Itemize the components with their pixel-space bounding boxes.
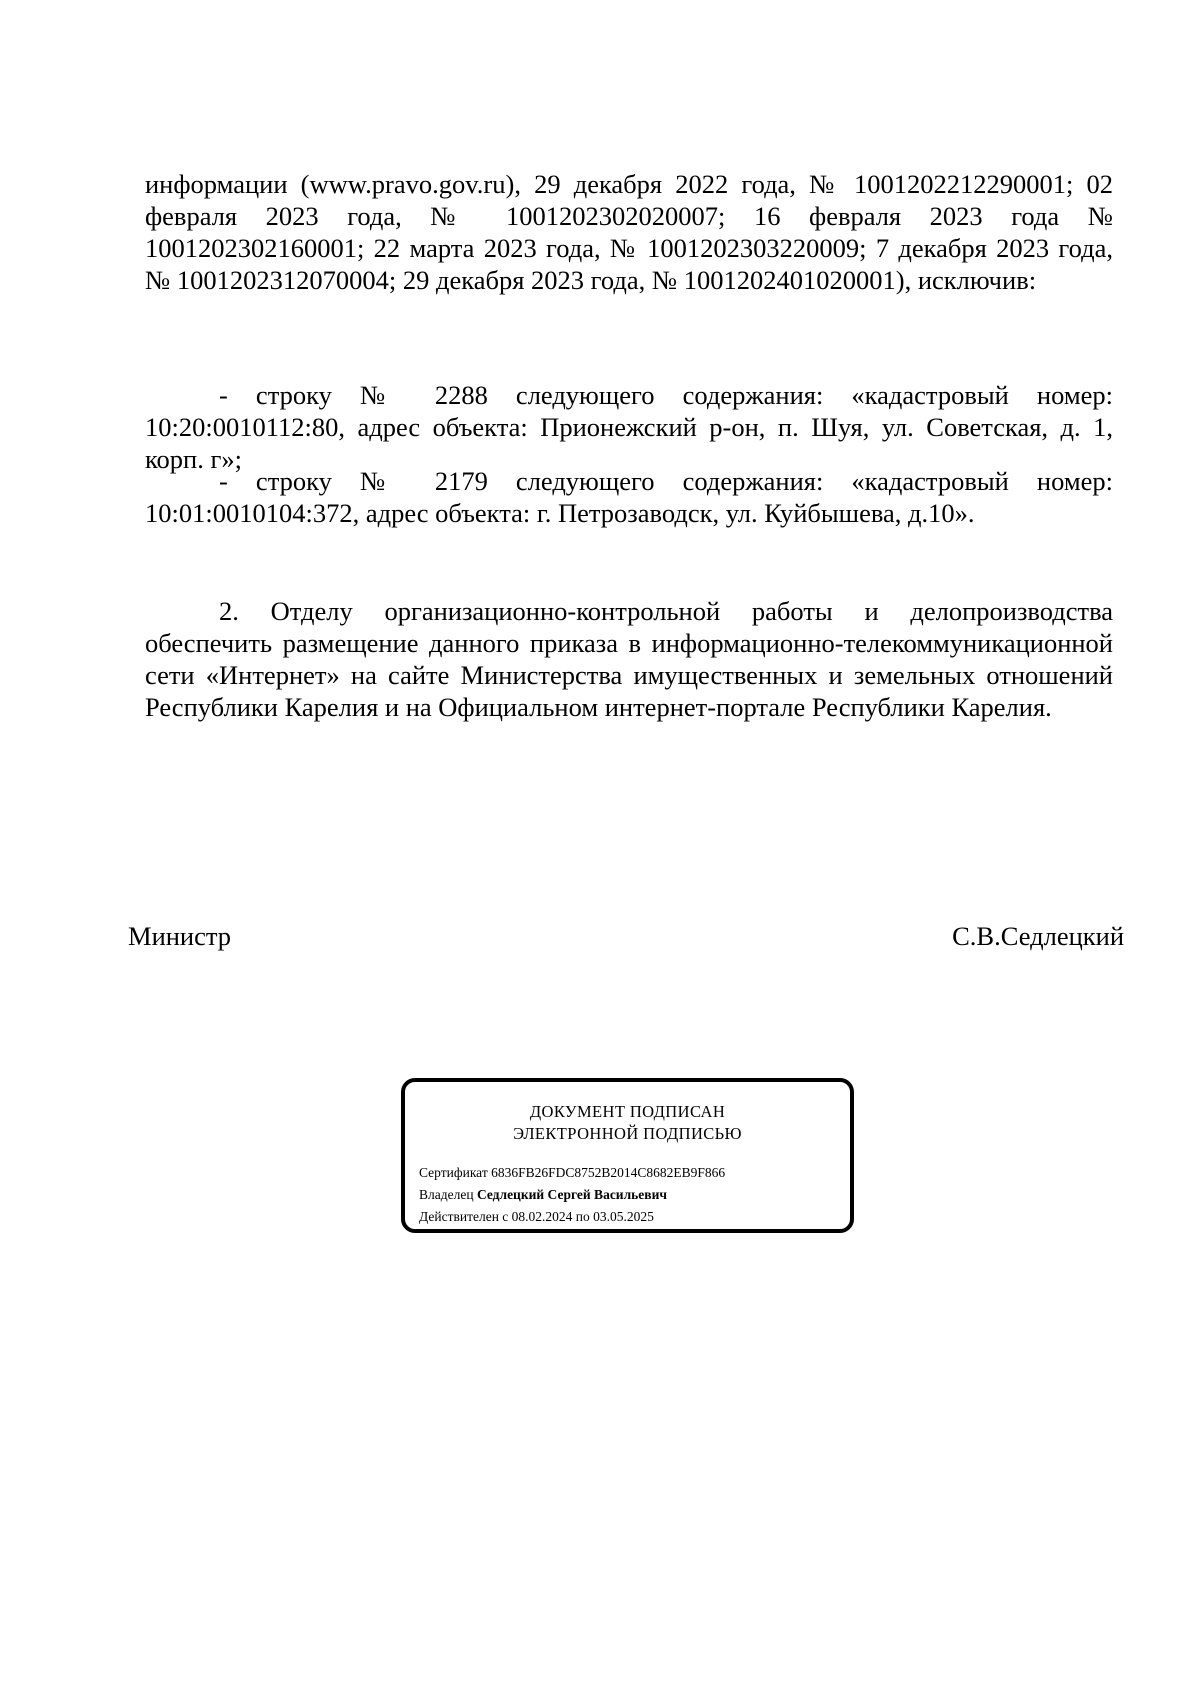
certificate-label: Сертификат [419,1165,488,1180]
excluded-row-2179 [145,465,1113,529]
stamp-certificate [419,1164,725,1182]
clause-2-paragraph [145,595,1113,723]
valid-from-date: 08.02.2024 [511,1209,573,1224]
owner-value: Седлецкий Сергей Васильевич [476,1187,667,1202]
stamp-validity [419,1208,654,1226]
stamp-title-line-1: ДОКУМЕНТ ПОДПИСАН [529,1102,726,1121]
electronic-signature-stamp [401,1078,854,1233]
signatory-role: Министр [128,921,232,951]
certificate-value: 6836FB26FDC8752B2014C8682EB9F866 [491,1165,726,1180]
stamp-owner [419,1186,667,1204]
valid-to-date: 03.05.2025 [593,1209,654,1224]
excluded-row-2288-text: - строку № 2288 следующего содержания: «кадастровый номер: 10:20:0010112:80, адрес объекта: Прионежский р-он, п. Шуя, ул. Советская, д. 1, корп. г»; [145,380,1113,474]
intro-paragraph [145,168,1113,296]
stamp-title-line-2: ЭЛЕКТРОННОЙ ПОДПИСЬЮ [513,1124,742,1143]
intro-paragraph-text: информации (www.pravo.gov.ru), 29 декабря 2022 года, № 1001202212290001; 02 февраля 2023 года, № 1001202302020007; 16 февраля 2023 года № 1001202302160001; 22 марта 2023 года, № 1001202303220009; 7 декабря 2023 года, № 1001202312070004; 29 декабря 2023 года, № 1001202401020001), исключив: [145,169,1113,295]
excluded-row-2179-text: - строку № 2179 следующего содержания: «кадастровый номер: 10:01:0010104:372, адрес объекта: г. Петрозаводск, ул. Куйбышева, д.10». [145,466,1113,528]
owner-label: Владелец [419,1187,474,1202]
validity-label: Действителен с [419,1209,509,1224]
signatory-name: С.В.Седлецкий [952,921,1124,951]
valid-to-label: по [575,1209,590,1224]
excluded-row-2288 [145,379,1113,475]
clause-2-text: 2. Отделу организационно-контрольной работы и делопроизводства обеспечить размещение данного приказа в информационно-телекоммуникационной сети «Интернет» на сайте Министерства имущественных и земельных отношений Республики Карелия и на Официальном интернет-портале Республики Карелия. [145,596,1113,722]
